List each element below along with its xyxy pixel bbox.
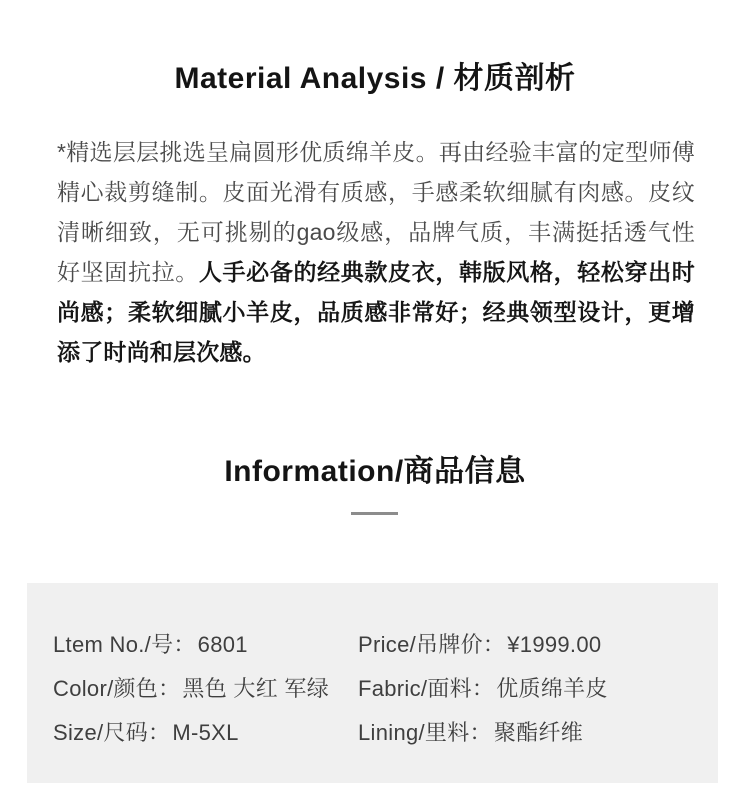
info-size-value: M-5XL: [172, 719, 239, 745]
info-fabric-label: Fabric/面料：: [358, 675, 495, 701]
section-divider-line: [351, 512, 398, 515]
info-fabric-value: 优质绵羊皮: [496, 675, 608, 701]
info-price-label: Price/吊牌价：: [358, 631, 506, 657]
info-price: [358, 628, 718, 659]
info-color: [53, 672, 358, 703]
information-title: Information/商品信息: [224, 455, 526, 488]
info-fabric: [358, 672, 718, 703]
product-info-box: [27, 583, 718, 783]
info-size: [53, 716, 358, 747]
info-size-label: Size/尺码：: [53, 719, 171, 745]
info-color-value: 黑色 大红 军绿: [182, 675, 330, 701]
material-description-bold-text: 人手必备的经典款皮衣，韩版风格，轻松穿出时尚感；柔软细腻小羊皮，品质感非常好；经典领型设计，更增添了时尚和层次感。: [57, 259, 696, 365]
material-description-normal-text: *精选层层挑选呈扁圆形优质绵羊皮。再由经验丰富的定型师傅精心裁剪缝制。皮面光滑有质感，手感柔软细腻有肉感。皮纹清晰细致，无可挑剔的gao级感，品牌气质，丰满挺括透气性好坚固抗拉。: [57, 139, 695, 285]
info-lining: [358, 716, 718, 747]
info-lining-label: Lining/里料：: [358, 719, 492, 745]
info-item-number-label: Ltem No./号：: [53, 631, 196, 657]
info-price-value: ¥1999.00: [507, 631, 602, 657]
material-analysis-title: Material Analysis / 材质剖析: [174, 62, 576, 95]
info-color-label: Color/颜色：: [53, 675, 181, 701]
info-item-number: [53, 628, 358, 659]
material-description: [57, 132, 695, 372]
info-item-number-value: 6801: [197, 631, 248, 657]
info-lining-value: 聚酯纤维: [493, 719, 584, 745]
